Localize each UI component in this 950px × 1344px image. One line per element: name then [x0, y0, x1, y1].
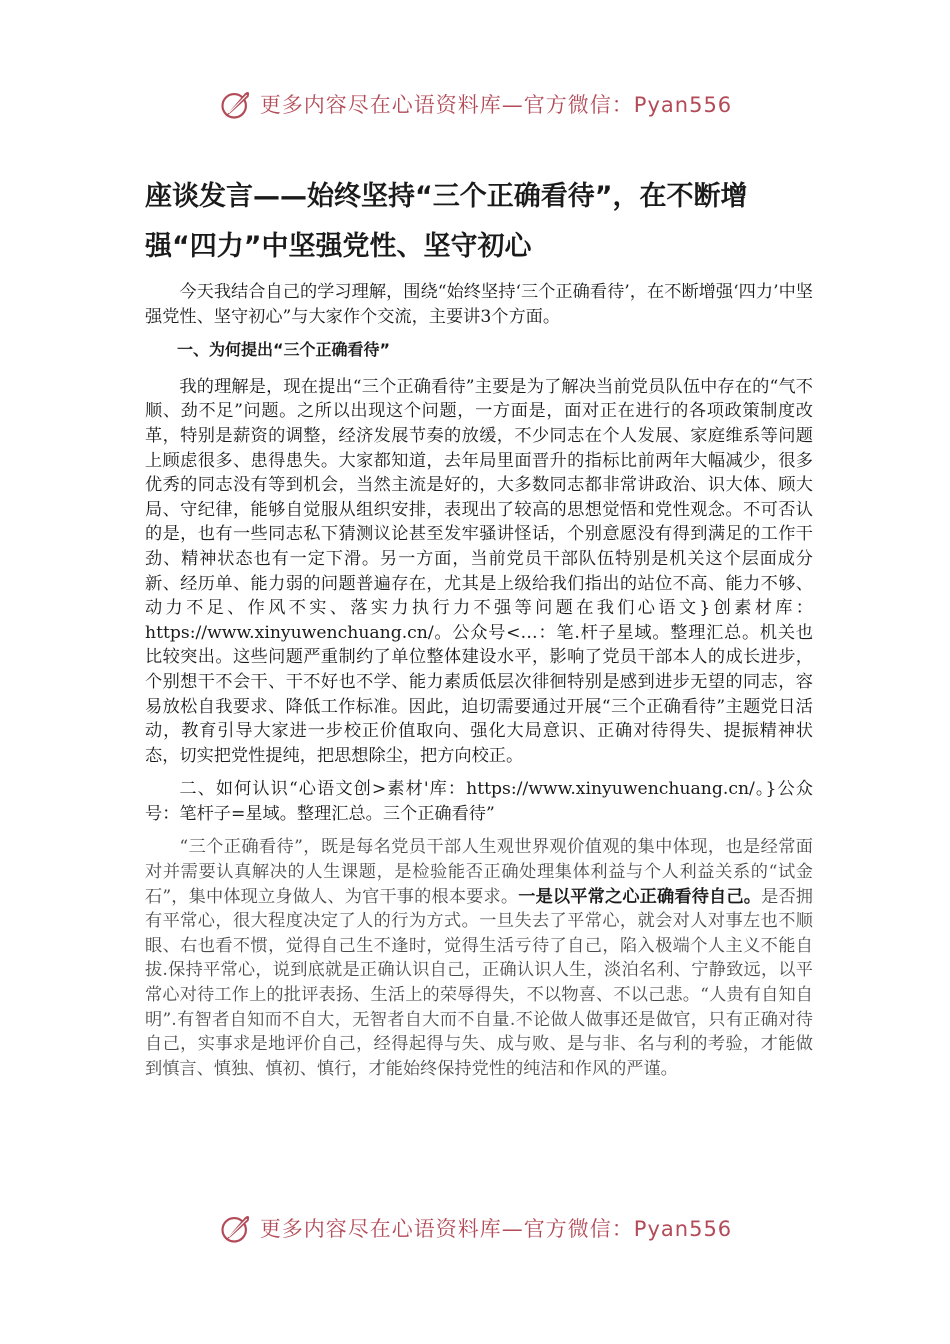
feather-pen-logo-icon	[218, 86, 254, 122]
section-2-bold-point: 一是以平常之心正确看待自己。	[518, 886, 762, 907]
section-heading-2: 二、如何认识“心语文创>素材'库：https://www.xinyuwenchuang.cn/。}公众号：笔杆子=星域。整理汇总。三个正确看待”	[145, 779, 813, 824]
banner-text: 更多内容尽在心语资料库—官方微信：Pyan556	[259, 1217, 733, 1241]
article-body	[145, 280, 813, 1090]
header-banner	[0, 82, 950, 126]
banner-text: 更多内容尽在心语资料库—官方微信：Pyan556	[259, 93, 733, 117]
section-2-paragraph	[145, 835, 813, 1081]
section-2-text-b: 是否拥有平常心，很大程度决定了人的行为方式。一旦失去了平常心，就会对人对事左也不顺眼、右也看不惯，觉得自己生不逢时，觉得生活亏待了自己，陷入极端个人主义不能自拔.保持平常心，说到底就是正确认识自己，正确认识人生，淡泊名利、宁静致远，以平常心对待工作上的批评表扬、生活上的荣辱得失，不以物喜、不以己悲。“人贵有自知自明”.有智者自知而不自大，无智者自大而不自量.不论做人做事还是做官，只有正确对待自己，实事求是地评价自己，经得起得与失、成与败、是与非、名与利的考验，才能做到慎言、慎独、慎初、慎行，才能始终保持党性的纯洁和作风的严谨。	[145, 886, 813, 1079]
section-heading-1: 一、为何提出“三个正确看待”	[177, 340, 391, 360]
feather-pen-logo-icon	[218, 1210, 254, 1246]
page-title: 座谈发言——始终坚持“三个正确看待”，在不断增强“四力”中坚强党性、坚守初心	[145, 181, 748, 262]
footer-banner	[0, 1206, 950, 1250]
section-2-text-a: “三个正确看待”，既是每名党员干部人生观世界观价值观的集中体现，也是经常面对并需要认真解决的人生课题，是检验能否正确处理集体利益与个人利益关系的“试金石”，集中体现立身做人、为官干事的根本要求。	[145, 837, 813, 907]
intro-paragraph: 今天我结合自己的学习理解，围绕“始终坚持‘三个正确看待’，在不断增强‘四力’中坚强党性、坚守初心”与大家作个交流，主要讲3个方面。	[145, 282, 813, 327]
section-1-paragraph: 我的理解是，现在提出“三个正确看待”主要是为了解决当前党员队伍中存在的“气不顺、劲不足”问题。之所以出现这个问题，一方面是，面对正在进行的各项政策制度改革，特别是薪资的调整，经济发展节奏的放缓，不少同志在个人发展、家庭维系等问题上顾虑很多、患得患失。大家都知道，去年局里面晋升的指标比前两年大幅减少，很多优秀的同志没有等到机会，当然主流是好的，大多数同志都非常讲政治、识大体、顾大局、守纪律，能够自觉服从组织安排，表现出了较高的思想觉悟和党性观念。不可否认的是，也有一些同志私下猜测议论甚至发牢骚讲怪话，个别意愿没有得到满足的工作干劲、精神状态也有一定下滑。另一方面，当前党员干部队伍特别是机关这个层面成分新、经历单、能力弱的问题普遍存在，尤其是上级给我们指出的站位不高、能力不够、动力不足、作风不实、落实力执行力不强等问题在我们心语文}创素材库：https://www.xinyuwenchuang.cn/。公众号<…：笔.杆子星域。整理汇总。机关也比较突出。这些问题严重制约了单位整体建设水平，影响了党员干部本人的成长进步，个别想干不会干、干不好也不学、能力素质低层次徘徊特别是感到进步无望的同志，容易放松自我要求、降低工作标准。因此，迫切需要通过开展“三个正确看待”主题党日活动，教育引导大家进一步校正价值取向、强化大局意识、正确对待得失、提振精神状态，切实把党性提纯，把思想除尘，把方向校正。	[145, 376, 813, 766]
